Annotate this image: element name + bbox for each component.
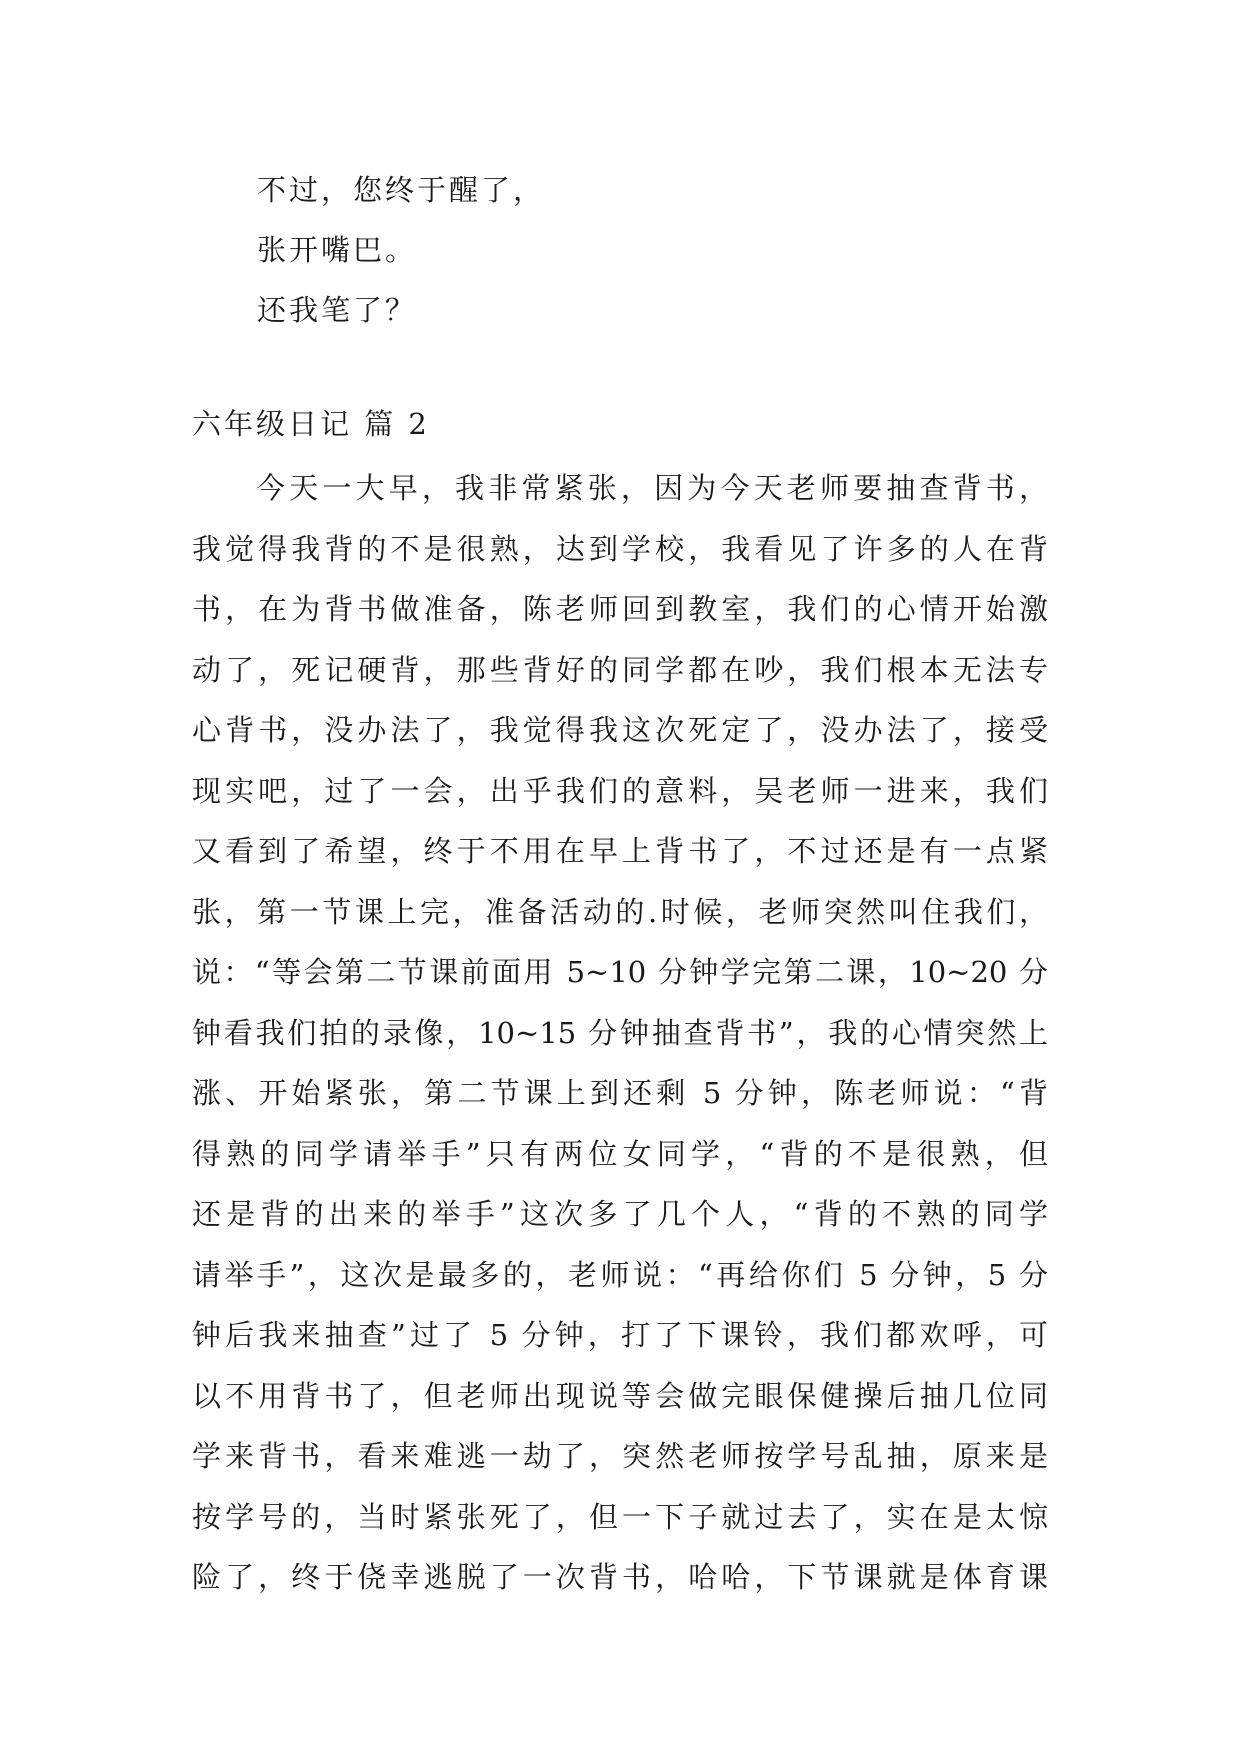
poem-line: 张开嘴巴。 bbox=[257, 233, 418, 267]
body-line: 钟看我们拍的录像，10~15 分钟抽查背书”，我的心情突然上 bbox=[192, 1015, 1048, 1050]
body-line: 说：“等会第二节课前面用 5~10 分钟学完第二课，10~20 分 bbox=[192, 955, 1048, 989]
body-line: 钟后我来抽查”过了 5 分钟，打了下课铃，我们都欢呼，可 bbox=[192, 1318, 1048, 1352]
body-line: 现实吧，过了一会，出乎我们的意料，吴老师一进来，我们 bbox=[192, 773, 1048, 808]
body-line: 又看到了希望，终于不用在早上背书了，不过还是有一点紧 bbox=[192, 834, 1048, 868]
body-line: 以不用背书了，但老师出现说等会做完眼保健操后抽几位同 bbox=[192, 1378, 1048, 1413]
body-line: 险了，终于侥幸逃脱了一次背书，哈哈，下节课就是体育课 bbox=[192, 1560, 1048, 1594]
body-line: 动了，死记硬背，那些背好的同学都在吵，我们根本无法专 bbox=[192, 652, 1048, 687]
poem-line: 不过，您终于醒了， bbox=[257, 173, 546, 207]
body-line: 学来背书，看来难逃一劫了，突然老师按学号乱抽，原来是 bbox=[192, 1439, 1048, 1473]
poem-block bbox=[257, 160, 1057, 340]
poem-line: 还我笔了？ bbox=[257, 293, 418, 327]
body-line: 书，在为背书做准备，陈老师回到教室，我们的心情开始激 bbox=[192, 592, 1048, 626]
body-paragraph bbox=[192, 458, 1048, 1608]
body-line: 张，第一节课上完，准备活动的.时候，老师突然叫住我们， bbox=[192, 894, 1048, 929]
section-title: 六年级日记 篇 2 bbox=[192, 407, 430, 441]
body-line: 得熟的同学请举手”只有两位女同学，“背的不是很熟，但 bbox=[192, 1136, 1048, 1171]
body-line: 今天一大早，我非常紧张，因为今天老师要抽查背书， bbox=[256, 471, 1048, 505]
body-line: 还是背的出来的举手”这次多了几个人，“背的不熟的同学 bbox=[192, 1197, 1048, 1231]
body-line: 按学号的，当时紧张死了，但一下子就过去了，实在是太惊 bbox=[192, 1499, 1048, 1534]
body-line: 请举手”，这次是最多的，老师说：“再给你们 5 分钟，5 分 bbox=[192, 1257, 1048, 1292]
body-line: 涨、开始紧张，第二节课上到还剩 5 分钟，陈老师说：“背 bbox=[192, 1076, 1048, 1110]
body-line: 我觉得我背的不是很熟，达到学校，我看见了许多的人在背 bbox=[192, 531, 1048, 566]
body-line: 心背书，没办法了，我觉得我这次死定了，没办法了，接受 bbox=[192, 713, 1048, 747]
